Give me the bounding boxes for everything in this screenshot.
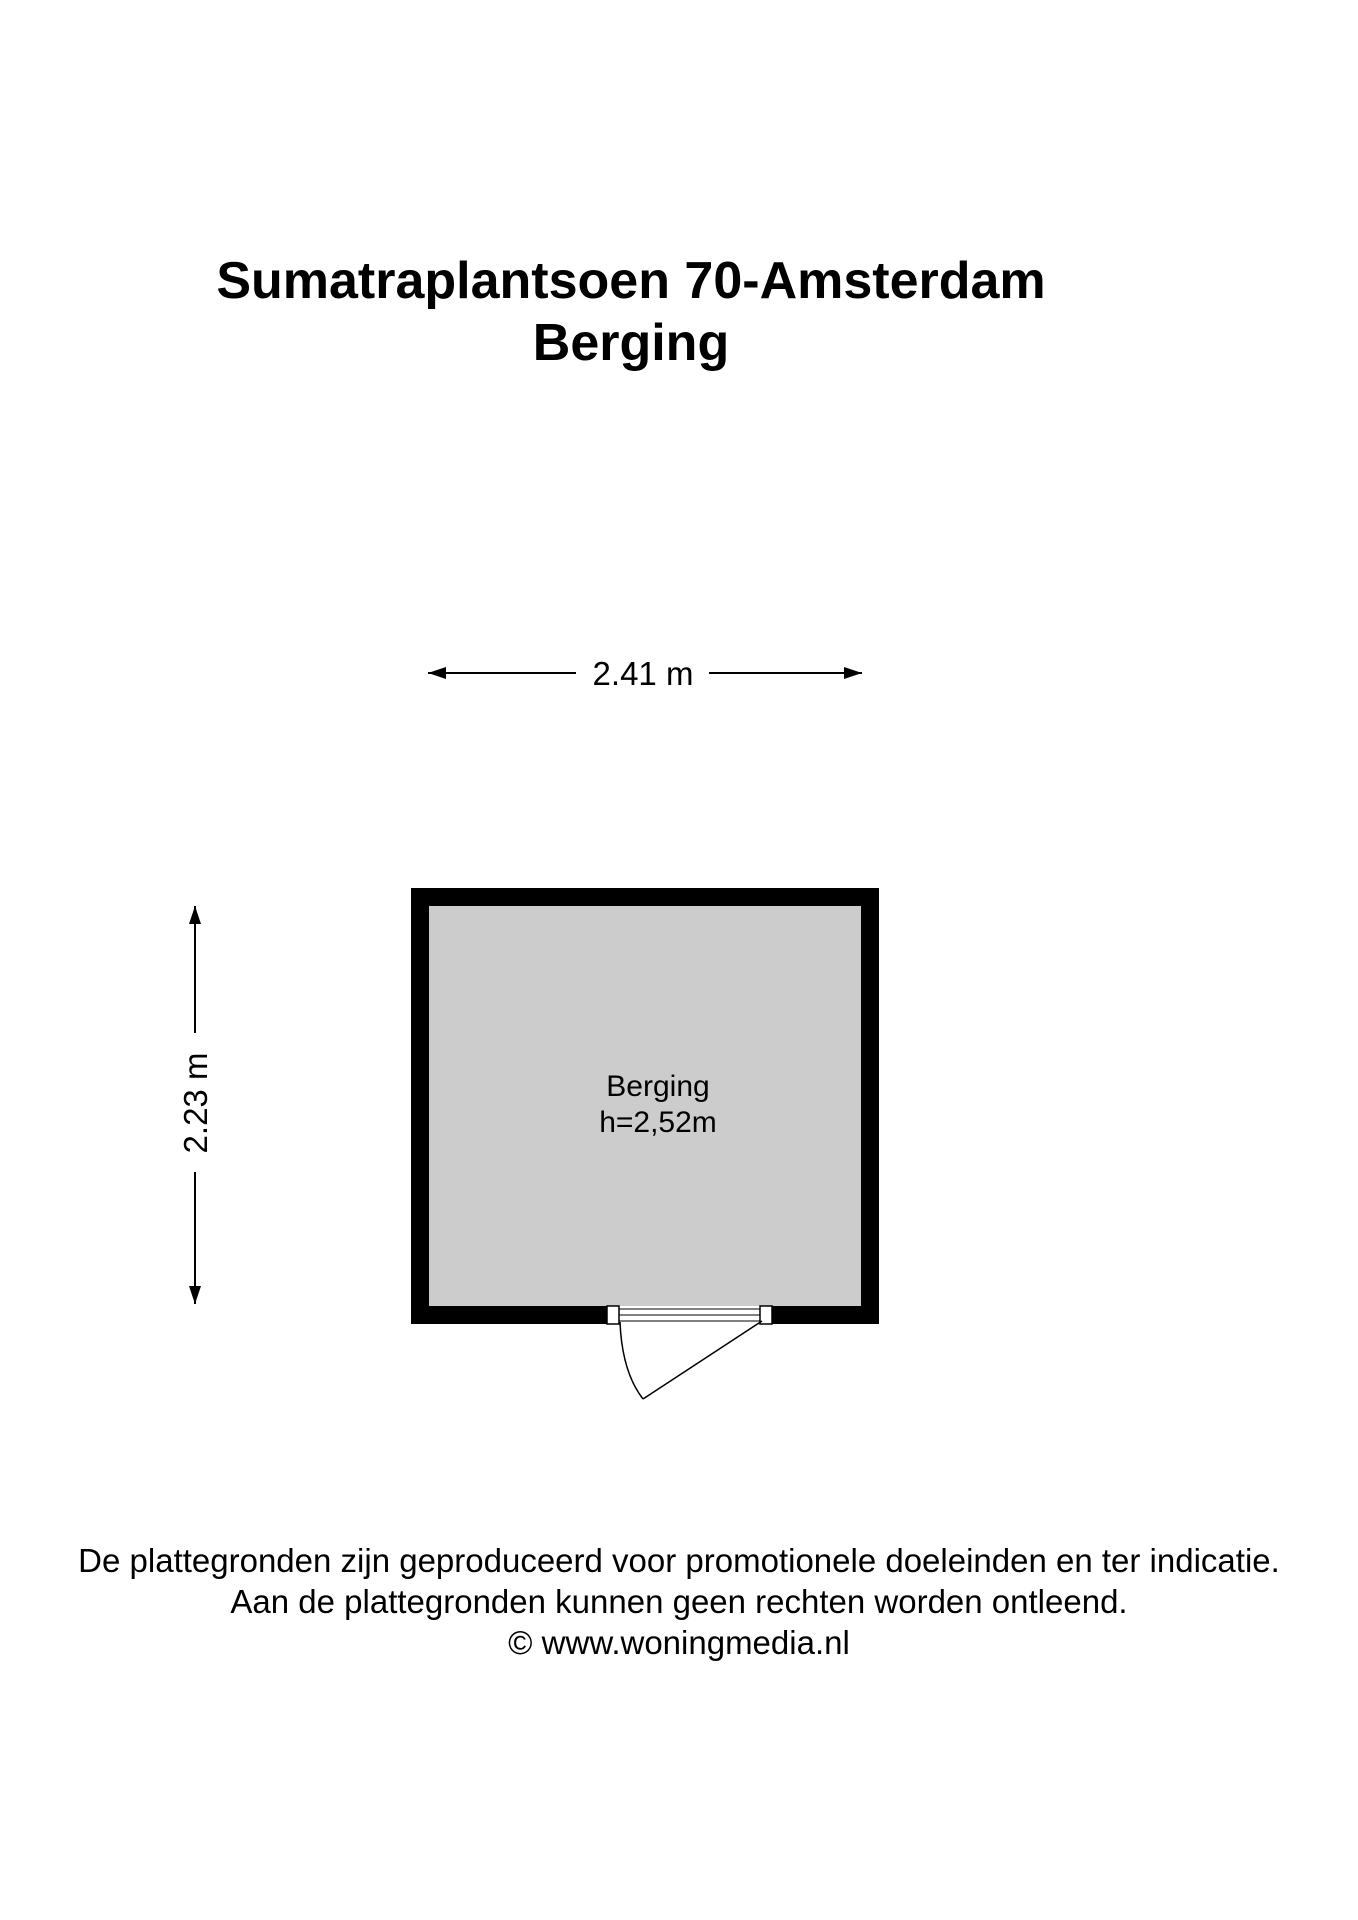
arrow-left-icon xyxy=(428,667,446,679)
disclaimer xyxy=(0,1540,1358,1663)
disclaimer-line-1: De plattegronden zijn geproduceerd voor promotionele doeleinden en ter indicatie. xyxy=(78,1542,1280,1579)
arrow-right-icon xyxy=(844,667,862,679)
width-dimension xyxy=(428,655,862,692)
page-title: Sumatraplantsoen 70-Amsterdam xyxy=(216,252,1046,310)
door-swing-icon xyxy=(620,1321,762,1399)
room-name-label: Berging xyxy=(606,1070,710,1103)
arrow-up-icon xyxy=(189,906,201,924)
floor-title: Berging xyxy=(532,314,730,372)
arrow-down-icon xyxy=(189,1286,201,1304)
door-leaf xyxy=(643,1321,762,1399)
width-dimension-label: 2.41 m xyxy=(592,655,694,692)
room-berging xyxy=(411,888,879,1399)
depth-dimension xyxy=(177,906,214,1304)
depth-dimension-label: 2.23 m xyxy=(177,1052,214,1154)
disclaimer-line-2: Aan de plattegronden kunnen geen rechten worden ontleend. xyxy=(230,1583,1128,1620)
door-jamb-left xyxy=(607,1306,619,1324)
room-height-label: h=2,52m xyxy=(599,1106,717,1139)
door-swing-arc xyxy=(620,1322,643,1399)
copyright-line: © www.woningmedia.nl xyxy=(508,1624,850,1661)
